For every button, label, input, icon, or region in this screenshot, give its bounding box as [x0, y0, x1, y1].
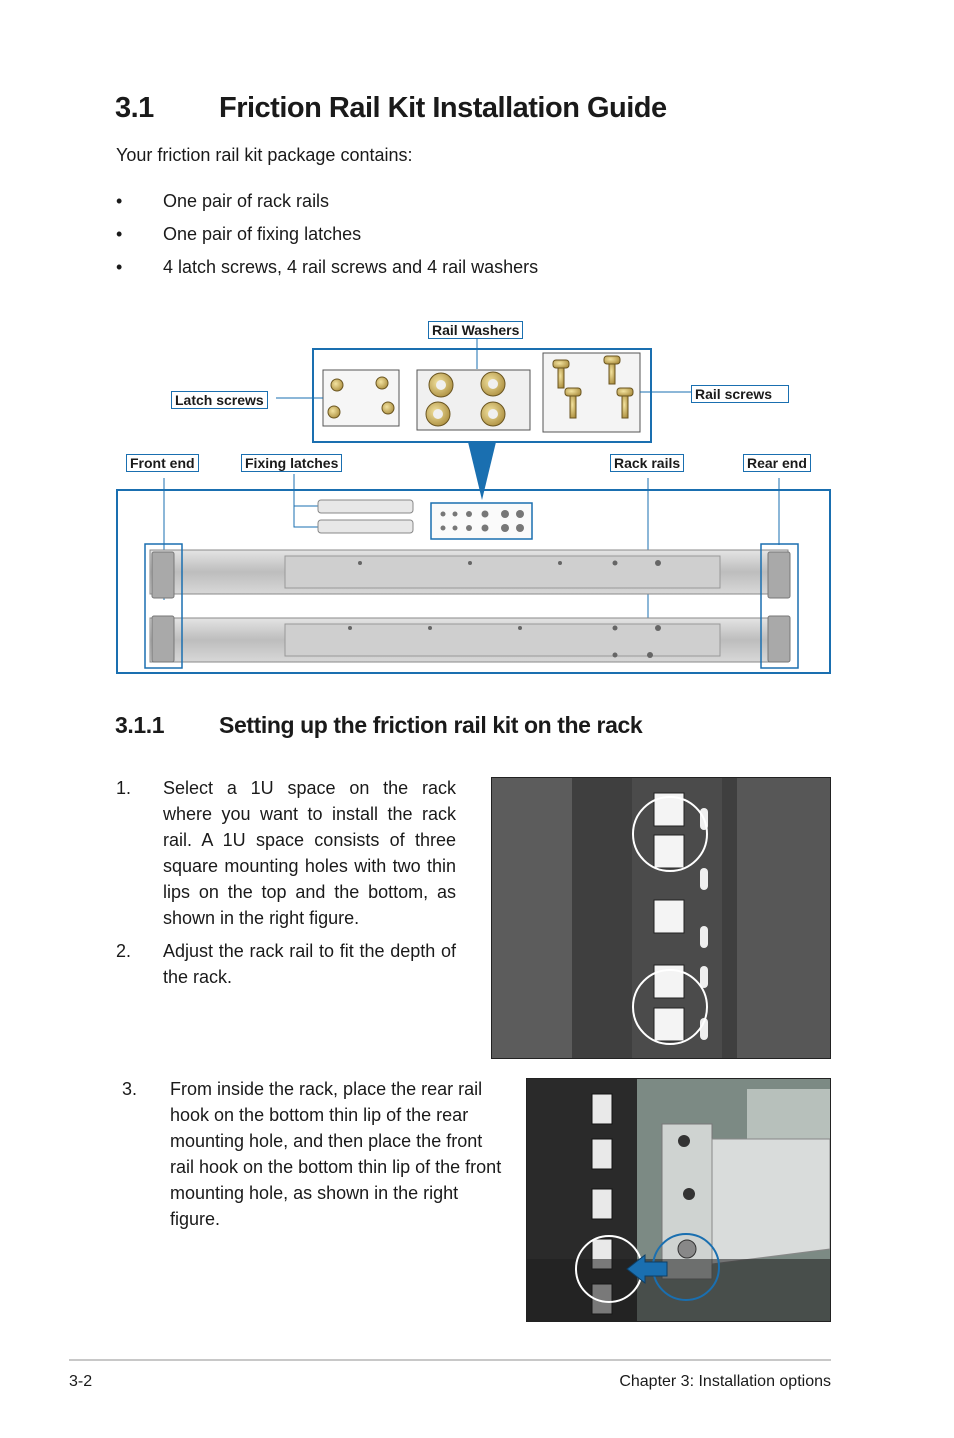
subsection-heading	[115, 712, 642, 739]
step-1	[116, 775, 458, 935]
label-fixing-latches: Fixing latches	[241, 454, 342, 472]
label-rail-screws: Rail screws	[691, 385, 789, 403]
rack-holes-illustration	[492, 778, 830, 1058]
small-parts-tray	[431, 503, 532, 539]
label-rear-end: Rear end	[743, 454, 811, 472]
step-2	[116, 938, 458, 998]
list-item: • 4 latch screws, 4 rail screws and 4 rail washers	[116, 257, 539, 277]
section-number: 3.1	[115, 92, 154, 124]
step-3	[122, 1076, 510, 1236]
section-title: Friction Rail Kit Installation Guide	[219, 92, 667, 124]
bullet-icon: •	[116, 257, 123, 277]
bullet-icon: •	[116, 224, 123, 244]
page-number: 3-2	[69, 1373, 93, 1390]
rack-holes-photo	[491, 777, 831, 1059]
step-text: Select a 1U space on the rack where you want to install the rack rail. A 1U space consists of three square mounting holes with two thin lips on the top and the bottom, as shown in the right figure.	[163, 778, 456, 928]
list-item: • One pair of rack rails	[116, 191, 330, 211]
rail-kit-diagram	[0, 0, 954, 700]
fixing-latch-icon	[318, 500, 413, 533]
step-text: Adjust the rack rail to fit the depth of the rack.	[163, 941, 456, 987]
pointer-arrow	[468, 442, 496, 500]
subsection-title: Setting up the friction rail kit on the rack	[219, 712, 643, 738]
step-number: 3.	[122, 1079, 138, 1099]
label-rail-washers: Rail Washers	[428, 321, 523, 339]
step-text: From inside the rack, place the rear rail hook on the bottom thin lip of the rear mounting hole, and then place the front rail hook on the bottom thin lip of the front mounting hole, as shown in the right figure.	[170, 1079, 502, 1229]
rack-rail-icon	[150, 550, 788, 662]
bullet-icon: •	[116, 191, 123, 211]
chapter-title: Chapter 3: Installation options	[619, 1373, 831, 1390]
label-front-end: Front end	[126, 454, 199, 472]
step-number: 2.	[116, 941, 132, 961]
label-rack-rails: Rack rails	[610, 454, 684, 472]
list-item: • One pair of fixing latches	[116, 224, 362, 244]
footer-divider	[69, 1359, 831, 1361]
subsection-number: 3.1.1	[115, 712, 165, 738]
intro-text: Your friction rail kit package contains:	[116, 145, 413, 165]
label-latch-screws: Latch screws	[171, 391, 268, 409]
rail-hook-illustration	[527, 1079, 830, 1321]
rail-hook-photo	[526, 1078, 831, 1322]
step-number: 1.	[116, 778, 132, 798]
